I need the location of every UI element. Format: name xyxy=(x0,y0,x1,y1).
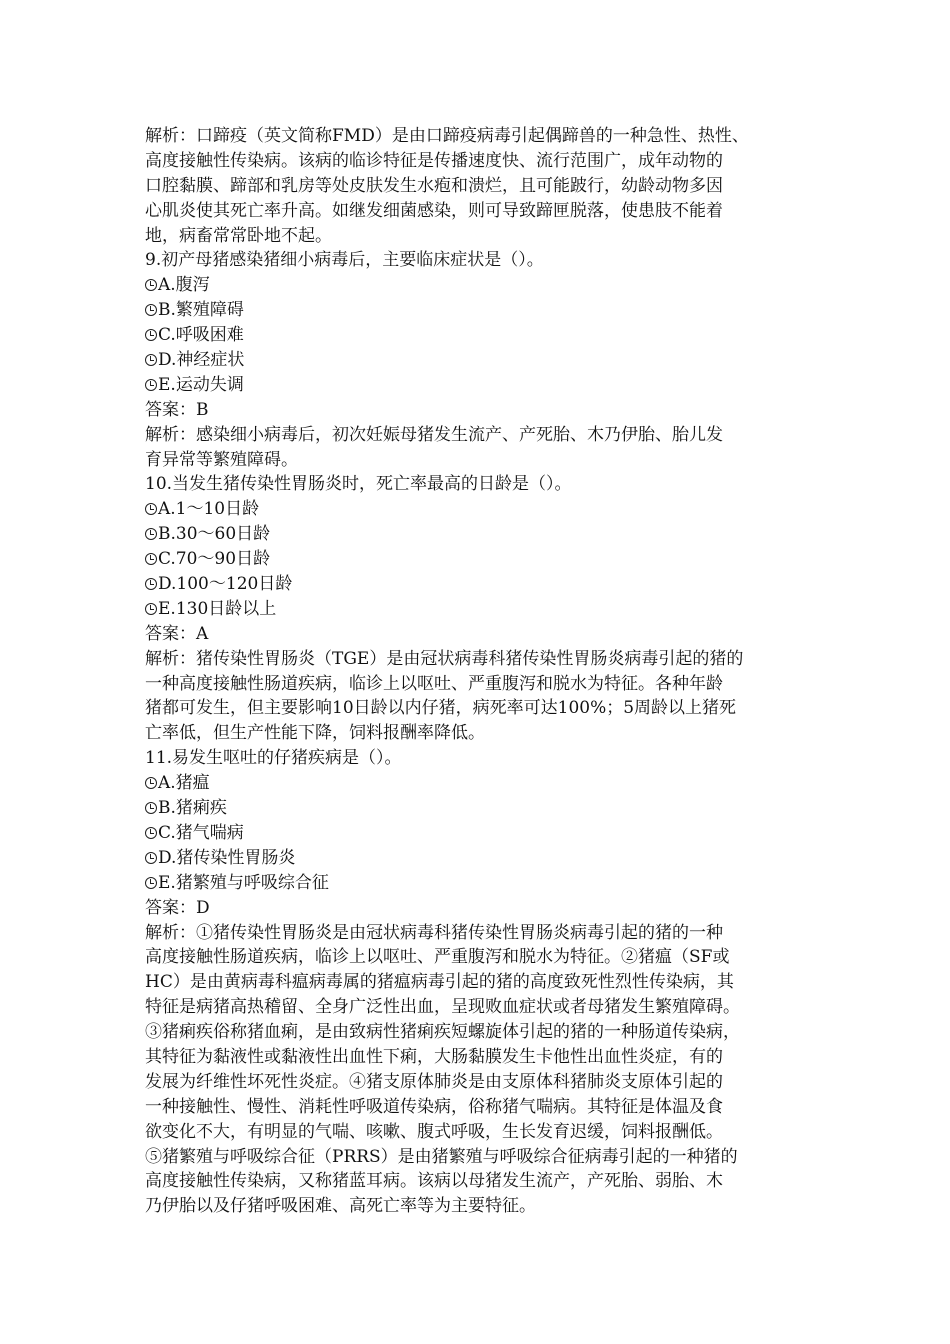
question-11 xyxy=(145,746,810,1219)
option-label: D.100～120日龄 xyxy=(158,574,293,595)
option-label: E.猪繁殖与呼吸综合征 xyxy=(158,872,329,893)
option-c[interactable] xyxy=(145,547,810,572)
question-text: 10.当发生猪传染性胃肠炎时，死亡率最高的日龄是（）。 xyxy=(145,474,572,495)
option-a[interactable] xyxy=(145,497,810,522)
analysis-line: 乃伊胎以及仔猪呼吸困难、高死亡率等为主要特征。 xyxy=(145,1196,536,1217)
analysis-line: 猪都可发生，但主要影响10日龄以内仔猪，病死率可达100%；5周龄以上猪死 xyxy=(145,698,737,719)
option-e[interactable] xyxy=(145,597,810,622)
option-label: B.猪痢疾 xyxy=(158,798,227,819)
analysis-line: 一种接触性、慢性、消耗性呼吸道传染病，俗称猪气喘病。其特征是体温及食 xyxy=(145,1096,723,1117)
option-label: B.30～60日龄 xyxy=(158,524,271,545)
clock-icon xyxy=(145,379,157,391)
clock-icon xyxy=(145,603,157,615)
question-10 xyxy=(145,472,810,746)
analysis-line: 解析：口蹄疫（英文简称FMD）是由口蹄疫病毒引起偶蹄兽的一种急性、热性、 xyxy=(145,126,749,146)
answer-text: 答案：A xyxy=(145,623,209,644)
option-d[interactable] xyxy=(145,572,810,597)
analysis-line: 欲变化不大，有明显的气喘、咳嗽、腹式呼吸，生长发育迟缓，饲料报酬低。 xyxy=(145,1121,723,1142)
clock-icon xyxy=(145,877,157,889)
analysis-line: 解析：猪传染性胃肠炎（TGE）是由冠状病毒科猪传染性胃肠炎病毒引起的猪的 xyxy=(145,648,744,669)
analysis-line: 心肌炎使其死亡率升高。如继发细菌感染，则可导致蹄匣脱落，使患肢不能着 xyxy=(145,200,723,221)
analysis-line: 解析：①猪传染性胃肠炎是由冠状病毒科猪传染性胃肠炎病毒引起的猪的一种 xyxy=(145,922,723,943)
clock-icon xyxy=(145,503,157,515)
option-label: C.猪气喘病 xyxy=(158,822,244,843)
analysis-line: 育异常等繁殖障碍。 xyxy=(145,449,298,470)
analysis-line: 发展为纤维性坏死性炎症。④猪支原体肺炎是由支原体科猪肺炎支原体引起的 xyxy=(145,1071,723,1092)
option-d[interactable] xyxy=(145,348,810,373)
option-label: A.猪瘟 xyxy=(158,773,210,794)
clock-icon xyxy=(145,553,157,565)
analysis-line: 解析：感染细小病毒后，初次妊娠母猪发生流产、产死胎、木乃伊胎、胎儿发 xyxy=(145,424,723,445)
clock-icon xyxy=(145,304,157,316)
analysis-line: 一种高度接触性肠道疾病，临诊上以呕吐、严重腹泻和脱水为特征。各种年龄 xyxy=(145,673,723,694)
analysis-line: ⑤猪繁殖与呼吸综合征（PRRS）是由猪繁殖与呼吸综合征病毒引起的一种猪的 xyxy=(145,1146,738,1167)
option-label: A.1～10日龄 xyxy=(158,499,260,520)
analysis-line: 地，病畜常常卧地不起。 xyxy=(145,225,332,246)
document-body xyxy=(145,124,810,1219)
clock-icon xyxy=(145,279,157,291)
option-label: E.130日龄以上 xyxy=(158,598,277,619)
analysis-line: 高度接触性传染病。该病的临诊特征是传播速度快、流行范围广，成年动物的 xyxy=(145,150,723,171)
option-e[interactable] xyxy=(145,871,810,896)
option-label: A.腹泻 xyxy=(158,275,210,296)
option-label: C.70～90日龄 xyxy=(158,549,271,570)
option-label: B.繁殖障碍 xyxy=(158,300,244,321)
option-label: C.呼吸困难 xyxy=(158,325,244,346)
analysis-line: 高度接触性肠道疾病，临诊上以呕吐、严重腹泻和脱水为特征。②猪瘟（SF或 xyxy=(145,947,730,968)
analysis-line: 亡率低，但生产性能下降，饲料报酬率降低。 xyxy=(145,723,485,744)
analysis-line: 其特征为黏液性或黏液性出血性下痢，大肠黏膜发生卡他性出血性炎症，有的 xyxy=(145,1046,723,1067)
clock-icon xyxy=(145,578,157,590)
question-text: 9.初产母猪感染猪细小病毒后，主要临床症状是（）。 xyxy=(145,250,544,271)
answer-text: 答案：B xyxy=(145,399,209,420)
option-label: D.猪传染性胃肠炎 xyxy=(158,847,296,868)
option-a[interactable] xyxy=(145,273,810,298)
clock-icon xyxy=(145,802,157,814)
option-d[interactable] xyxy=(145,846,810,871)
analysis-line: 高度接触性传染病，又称猪蓝耳病。该病以母猪发生流产，产死胎、弱胎、木 xyxy=(145,1171,723,1192)
question-9 xyxy=(145,248,810,472)
option-label: D.神经症状 xyxy=(158,350,245,371)
analysis-line: ③猪痢疾俗称猪血痢，是由致病性猪痢疾短螺旋体引起的猪的一种肠道传染病， xyxy=(145,1022,740,1043)
question-text: 11.易发生呕吐的仔猪疾病是（）。 xyxy=(145,748,402,769)
clock-icon xyxy=(145,852,157,864)
option-e[interactable] xyxy=(145,373,810,398)
option-c[interactable] xyxy=(145,821,810,846)
clock-icon xyxy=(145,354,157,366)
option-a[interactable] xyxy=(145,771,810,796)
analysis-line: HC）是由黄病毒科瘟病毒属的猪瘟病毒引起的猪的高度致死性烈性传染病，其 xyxy=(145,972,734,993)
analysis-line: 特征是病猪高热稽留、全身广泛性出血，呈现败血症状或者母猪发生繁殖障碍。 xyxy=(145,997,740,1018)
option-b[interactable] xyxy=(145,522,810,547)
option-b[interactable] xyxy=(145,796,810,821)
answer-text: 答案：D xyxy=(145,897,210,918)
option-label: E.运动失调 xyxy=(158,374,244,395)
option-b[interactable] xyxy=(145,298,810,323)
clock-icon xyxy=(145,827,157,839)
clock-icon xyxy=(145,777,157,789)
analysis-line: 口腔黏膜、蹄部和乳房等处皮肤发生水疱和溃烂，且可能跛行，幼龄动物多因 xyxy=(145,175,723,196)
option-c[interactable] xyxy=(145,323,810,348)
clock-icon xyxy=(145,528,157,540)
clock-icon xyxy=(145,329,157,341)
q8-analysis xyxy=(145,124,810,248)
